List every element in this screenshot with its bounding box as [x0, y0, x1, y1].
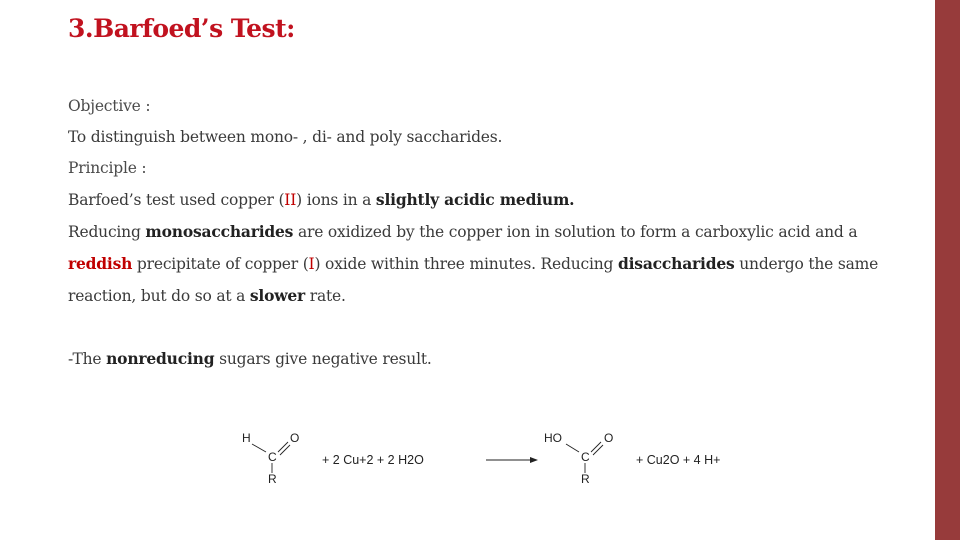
bond-c-o-2 [280, 445, 290, 455]
reactant-o: O [290, 431, 300, 445]
product-ho: HO [544, 431, 562, 445]
bond-c-o-1 [278, 442, 288, 452]
side-accent-bar [935, 0, 960, 540]
objective-label: Objective : [68, 97, 151, 115]
nonreducing-note: -The nonreducing sugars give negative result. [68, 349, 432, 368]
slide-body [68, 91, 888, 375]
reaction-equation [230, 428, 790, 498]
bond-ho-c [566, 444, 579, 452]
principle-line-2: Reducing monosaccharides are oxidized by the copper ion in solution to form a carboxylic acid and a reddish precipitate of copper (I) oxide within three minutes. Reducing disaccharides undergo the same reaction, but do so at a slower rate. [68, 222, 879, 305]
reactant-r: R [268, 472, 277, 486]
byproducts-text: + Cu2O + 4 H+ [636, 453, 721, 467]
bond-c-o2-2 [593, 445, 603, 455]
principle-line-1: Barfoed’s test used copper (II) ions in a slightly acidic medium. [68, 190, 575, 209]
reactant-h: H [242, 431, 251, 445]
product-r: R [581, 472, 590, 486]
reaction-arrow-head [530, 457, 538, 463]
bond-c-o2-1 [591, 442, 601, 452]
product-c: C [581, 450, 590, 464]
objective-text: To distinguish between mono- , di- and poly saccharides. [68, 128, 503, 146]
reaction-diagram [230, 428, 790, 498]
bond-h-c [252, 444, 266, 452]
slide-title: 3.Barfoed’s Test: [68, 14, 295, 43]
reactant-c: C [268, 450, 277, 464]
reagents-text: + 2 Cu+2 + 2 H2O [322, 453, 424, 467]
product-o: O [604, 431, 614, 445]
principle-label: Principle : [68, 159, 147, 177]
